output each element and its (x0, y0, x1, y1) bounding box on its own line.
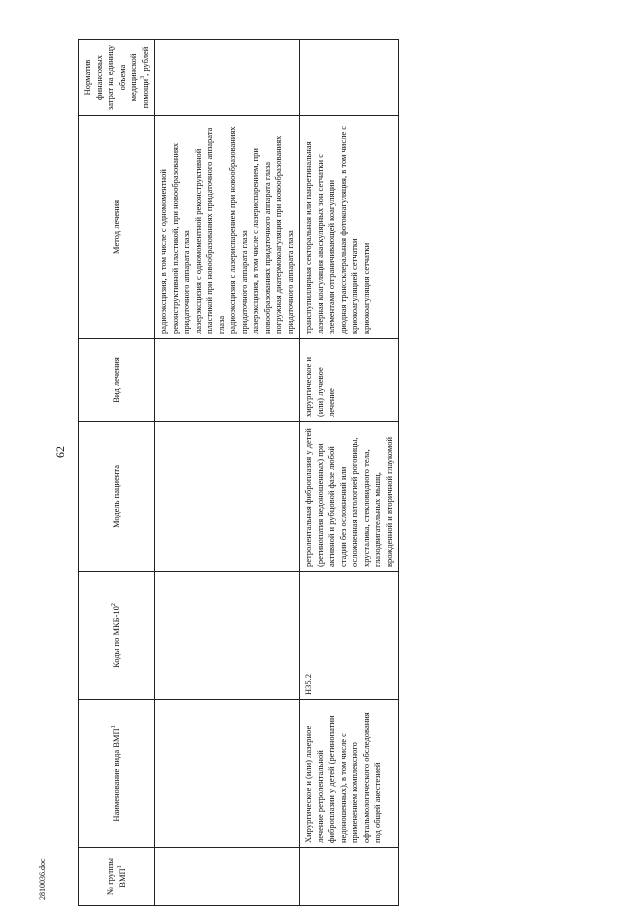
cell-group-no (300, 848, 399, 906)
header-type: Вид лечения (79, 339, 155, 422)
rotated-table-wrapper (78, 40, 605, 906)
cell-empty (155, 700, 300, 848)
method-line: диодная транссклеральная фотокоагуляция, в том числе с криокоагуляцией сетчатки (337, 125, 359, 334)
cell-method (155, 116, 300, 339)
cell-empty (155, 572, 300, 700)
method-line: лазерэксцизия, в том числе с лазериспарением, при новообразованиях придаточного аппарата глаза (250, 148, 272, 334)
cell-empty (155, 848, 300, 906)
cell-name: Хирургическое и (или) лазерное лечение ретролентальной фиброплазии у детей (ретинопатии недоношенных), в том числе с применением комплексного офтальмологического обследования под общей анестезией (300, 700, 399, 848)
cell-empty (155, 339, 300, 422)
method-line: лазерэксцизия с одномоментной реконструктивной пластикой при новообразованиях придаточного аппарата глаза (192, 127, 226, 334)
method-line: радиоэксцизия, в том числе с одномоментной реконструктивной пластикой, при новообразованиях придаточного аппарата глаза (158, 142, 191, 334)
cell-empty (155, 422, 300, 572)
cell-empty (155, 40, 300, 116)
table-row (300, 40, 399, 906)
table-header-row (79, 40, 155, 906)
cell-mkb: H35.2 (300, 572, 399, 700)
table-row (155, 40, 300, 906)
cell-norm (300, 40, 399, 116)
page-number: 62 (53, 446, 67, 458)
header-group-no: № группы ВМП$^1$ (79, 848, 155, 906)
method-line: транспупиллярная секторальная или панретинальная лазерная коагуляция аваскулярных зон сетчатки с элементами отграничивающей коагуляции (303, 141, 336, 334)
method-line: погружная диатермокоагуляция при новообразованиях придаточного аппарата глаза (273, 135, 295, 334)
header-mkb: Коды по МКБ-$10^2$ (79, 572, 155, 700)
header-norm: Норматив финансовых затрат на единицу объема медицинской помощи$^3$, рублей (79, 40, 155, 116)
cell-model: ретролентальная фиброплазия у детей (ретинопатия недоношенных) при активной и рубцовой фазе любой стадии без осложнений или осложненная патологией роговицы, хрусталика, стекловидного тела, глазодвигательных мышц, врожденной и вторичной глаукомой (300, 422, 399, 572)
header-method: Метод лечения (79, 116, 155, 339)
method-line: радиоэксцизия с лазериспарением при новообразованиях придаточного аппарата глаза (227, 126, 249, 334)
cell-method (300, 116, 399, 339)
method-line: криокоагуляция сетчатки (360, 242, 371, 334)
cell-type: хирургическое и (или) лучевое лечение (300, 339, 399, 422)
footer-doc-code: 2810036.doc (38, 858, 47, 900)
header-model: Модель пациента (79, 422, 155, 572)
header-name: Наименование вида ВМП$^1$ (79, 700, 155, 848)
vmp-table (78, 39, 399, 906)
